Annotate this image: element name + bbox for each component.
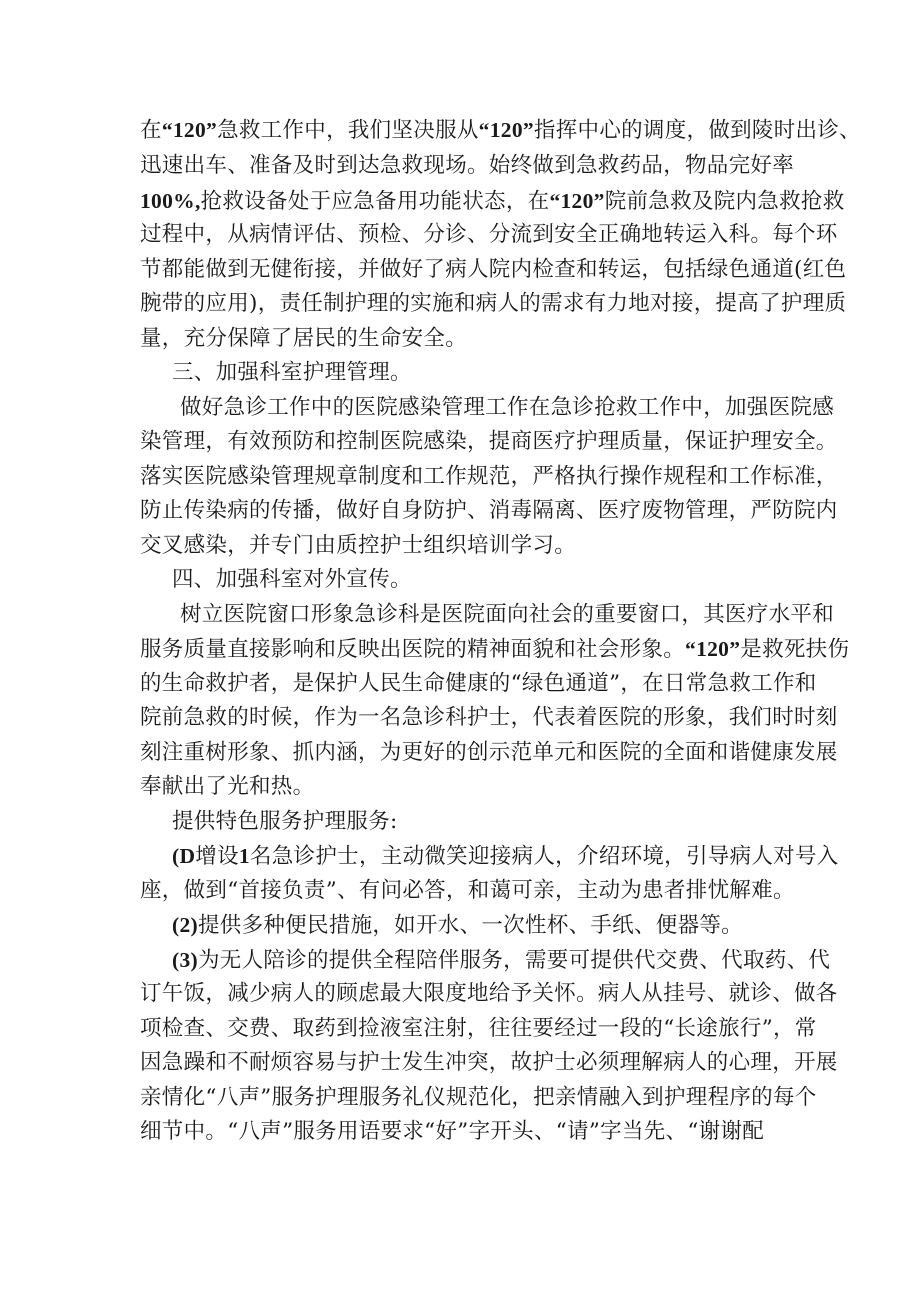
text-segment: 腕带的应用)，责任制护理的实施和病人的需求有力地对接，提高了护理质 [140,291,847,316]
text-line [140,705,838,731]
text-line [140,671,817,697]
text-segment: 服务质量直接影响和反映出医院的精神面貌和社会形象。 [140,637,686,662]
text-segment: 四、加强科室对外宣传。 [172,567,412,592]
text-line [180,602,834,628]
text-line [140,981,838,1007]
text-segment: 院前急救的时候，作为一名急诊科护士，代表着医院的形象，我们时时刻 [140,705,838,730]
text-segment: 座，做到“首接负责”、有问必答，和蔼可亲，主动为患者排忧解难。 [140,878,795,903]
text-line [172,912,743,939]
text-segment: 提供特色服务护理服务: [172,809,398,834]
text-line [140,117,861,144]
text-line [140,188,845,215]
text-segment: 亲情化“八声”服务护理服务礼仪规范化，把亲情融入到护理程序的每个 [140,1085,817,1110]
text-segment: 树立医院窗口形象急诊科是医院面向社会的重要窗口，其医疗水平和 [180,602,835,627]
text-segment: 量，充分保障了居民的生命安全。 [140,326,468,351]
text-line [172,809,398,835]
text-line [172,843,839,870]
text-segment: 增设 [195,844,239,869]
text-segment: 防止传染病的传播，做好自身防护、消毒隔离、医疗废物管理，严防院内 [140,498,838,523]
text-line [172,947,830,974]
text-segment: 订午饭，减少病人的顾虑最大限度地给予关怀。病人从挂号、就诊、做各 [140,981,838,1006]
text-segment: 在 [140,118,162,143]
text-line [140,1016,817,1042]
text-line [140,636,849,663]
text-segment: 细节中。“八声”服务用语要求“好”字开头、“请”字当先、“谢谢配 [140,1119,765,1144]
text-segment: 指挥中心的调度，做到陵时出诊、 [533,118,861,143]
text-line [140,498,838,524]
text-segment: 染管理，有效预防和控制医院感染，提商医疗护理质量，保证护理安全。 [140,429,838,454]
text-segment: 三、加强科室护理管理。 [172,360,412,385]
bold-text-segment: “120” [161,118,218,142]
text-segment: 因急躁和不耐烦容易与护士发生冲突，故护士必须理解病人的心理，开展 [140,1050,838,1075]
bold-text-segment: “120” [478,118,534,142]
text-segment: 名急诊护士，主动微笑迎接病人，介绍环境，引导病人对号入 [249,844,839,869]
text-line [180,395,834,421]
bold-text-segment: (2) [172,913,198,937]
text-line [140,1050,838,1076]
text-segment: 急救工作中，我们坚决服从 [217,118,479,143]
text-line [140,1119,764,1145]
text-line [140,1085,817,1111]
text-segment: 做好急诊工作中的医院感染管理工作在急诊抢救工作中，加强医院感 [180,395,835,420]
text-segment: 交叉感染，并专门由质控护士组织培训学习。 [140,533,577,558]
bold-text-segment: 1 [238,844,250,868]
text-line [140,740,838,766]
text-segment: 奉献出了光和热。 [140,774,315,799]
text-segment: 过程中，从病情评估、预检、分诊、分流到安全正确地转运入科。每个环 [140,222,838,247]
text-line [140,533,576,559]
bold-text-segment: 100%, [140,189,201,213]
text-line [172,360,412,386]
text-line [140,153,794,179]
text-line [140,429,838,455]
text-line [140,257,846,283]
text-segment: 节都能做到无健衔接，并做好了病人院内检查和转运，包括绿色通道(红色 [140,257,847,282]
text-line [140,222,838,248]
text-segment: 院前急救及院内急救抢救 [604,189,845,214]
bold-text-segment: (3) [172,948,198,972]
bold-text-segment: “120” [685,637,741,661]
bold-text-segment: (D [172,844,196,868]
text-segment: 落实医院感染管理规章制度和工作规范，严格执行操作规程和工作标准， [140,464,838,489]
text-line [140,774,314,800]
text-line [140,291,846,317]
text-segment: 提供多种便民措施，如开水、一次性杯、手纸、便器等。 [197,913,743,938]
text-segment: 抢救设备处于应急备用功能状态，在 [200,189,550,214]
text-line [140,326,467,352]
text-segment: 迅速出车、准备及时到达急救现场。始终做到急救药品，物品完好率 [140,153,795,178]
text-segment: 刻注重树形象、抓内涵，为更好的创示范单元和医院的全面和谐健康发展 [140,740,838,765]
text-line [140,878,795,904]
bold-text-segment: “120” [549,189,605,213]
text-segment: 为无人陪诊的提供全程陪伴服务，需要可提供代交费、代取药、代 [197,948,831,973]
text-line [172,567,412,593]
text-segment: 是救死扶伤 [740,637,850,662]
text-line [140,464,838,490]
text-segment: 项检查、交费、取药到捡液室注射，往往要经过一段的“长途旅行”，常 [140,1016,817,1041]
text-segment: 的生命救护者，是保护人民生命健康的“绿色通道”，在日常急救工作和 [140,671,817,696]
